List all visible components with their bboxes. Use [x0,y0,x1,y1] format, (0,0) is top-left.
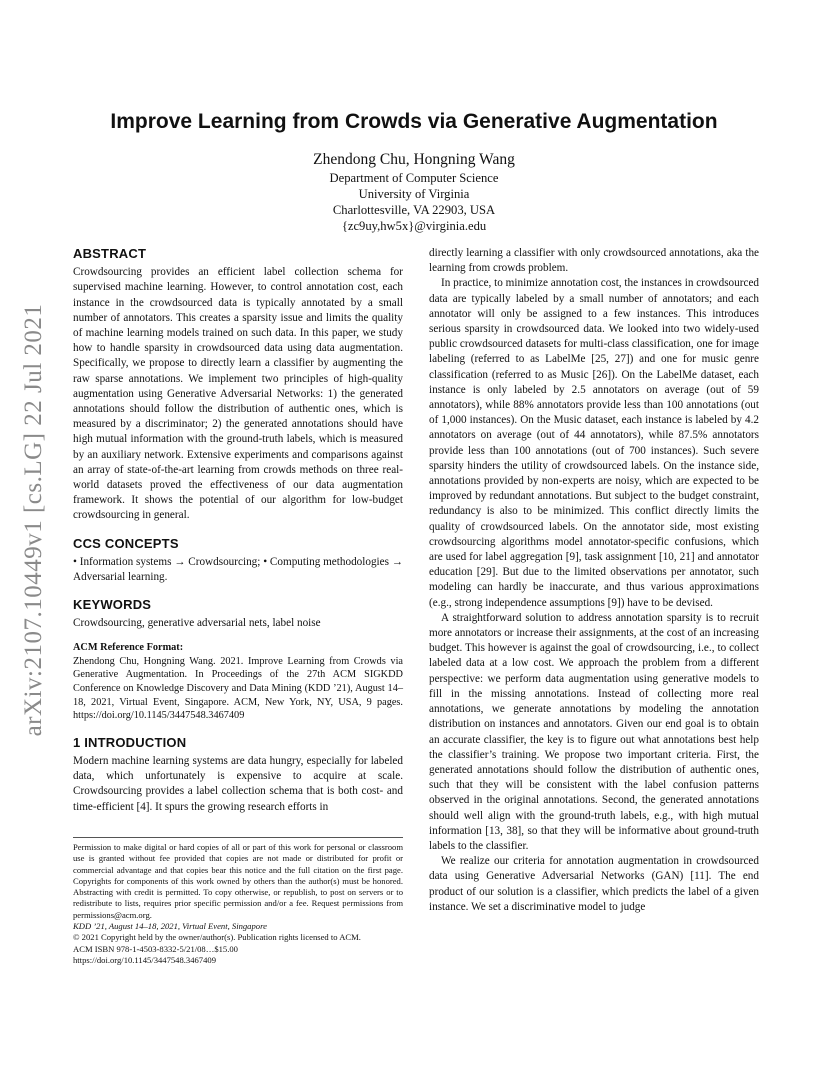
arxiv-identifier: arXiv:2107.10449v1 [cs.LG] 22 Jul 2021 [20,303,47,737]
copyright-line: © 2021 Copyright held by the owner/author(s). Publication rights licensed to ACM. [73,932,361,943]
left-column [73,246,403,815]
body-paragraph: directly learning a classifier with only crowdsourced annotations, aka the learning from crowds problem. [429,247,759,275]
intro-heading: 1 INTRODUCTION [73,734,187,750]
right-column [429,246,759,915]
ccs-text: • Information systems → Crowdsourcing; • Computing methodologies → Adversarial learning. [73,555,403,584]
intro-paragraph: Modern machine learning systems are data hungry, especially for labeled data, which unfortunately is expensive to acquire at scale. Crowdsourcing provides a label collection schema that is both cost- and time-efficient [4]. It spurs the growing research efforts in [73,755,403,813]
copyright-footnote [73,837,403,966]
abstract-heading: ABSTRACT [73,246,147,261]
affiliation-email: {zc9uy,hw5x}@virginia.edu [341,219,487,233]
affiliation-university: University of Virginia [358,187,470,201]
isbn-line: ACM ISBN 978-1-4503-8332-5/21/08…$15.00 [73,943,238,954]
keywords-text: Crowdsourcing, generative adversarial nets, label noise [73,617,321,630]
affiliation-address: Charlottesville, VA 22903, USA [332,203,496,217]
conference-line: KDD ’21, August 14–18, 2021, Virtual Event, Singapore [73,921,267,932]
reference-format-text: Zhendong Chu, Hongning Wang. 2021. Improve Learning from Crowds via Generative Augmentation. In Proceedings of the 27th ACM SIGKDD Conference on Knowledge Discovery and Data Mining (KDD ’21), August 14–18, 2021, Virtual Event, Singapore. ACM, New York, NY, USA, 9 pages. https://doi.org/10.1145/3447548.3467409 [73,655,403,722]
body-paragraph: In practice, to minimize annotation cost, the instances in crowdsourced data are typically labeled by a small number of annotators; and each annotator will only be assigned to a few instances. This introduces serious sparsity in crowdsourced data. We looked into two widely-used public crowdsourced datasets for multi-class classification, one for image labeling (referred to as LabelMe [25, 27]) and one for music genre classification (referred to as Music [26]). On the LabelMe dataset, each instance is only labeled by 2.5 annotators on average (out of 59 annotators), while 88% annotators provide less than 100 annotations (out of 1,000 instances). On the Music dataset, each instance is labeled by 4.2 annotators on average (out of 44 annotators), while 87.5% annotators provide less than 100 annotations (out of 700 instances). Such severe sparsity hinders the utility of crowdsourced labels. On the instance side, annotations provided by non-experts are noisy, which are expected to be improved by redundant annotations. But subject to the budget constraint, redundancy is also to be minimized. This conflict directly limits the quality of crowdsourced labels. On the annotator side, most existing crowdsourcing algorithms model annotator-specific confusions, which are used for label aggregation [9], task assignment [10, 21] and annotator education [29]. But due to the limited observations per annotator, such modeling can hardly be inaccurate, and thus various approximations (e.g., strong independence assumptions [9]) have to be devised. [429,277,759,609]
ccs-heading: CCS CONCEPTS [73,535,179,551]
abstract-text: Crowdsourcing provides an efficient label collection schema for supervised machine learning. However, to control annotation cost, each instance in the crowdsourced data is typically annotated by a small number of annotators. This creates a sparsity issue and limits the quality of machine learning models trained on such data. In this paper, we study how to handle sparsity in crowdsourced data using data augmentation. Specifically, we propose to directly learn a classifier by augmenting the raw sparse annotations. We implement two principles of high-quality augmentation using Generative Adversarial Networks: 1) the generated annotations should follow the distribution of authentic ones, which is measured by a discriminator; 2) the generated annotations should have high mutual information with the ground-truth labels, which is measured by an auxiliary network. Extensive experiments and comparisons against an array of state-of-the-art learning from crowds methods on three real-world datasets proved the effectiveness of our data augmentation framework. It shows the potential of our algorithm for low-budget crowdsourcing in general. [73,266,403,522]
reference-format-heading: ACM Reference Format: [73,641,184,653]
body-paragraph: We realize our criteria for annotation augmentation in crowdsourced data using Generative Adversarial Networks (GAN) [11]. The end product of our solution is a classifier, which predicts the label of a given instance. We set a discriminative model to judge [429,855,759,913]
doi-line: https://doi.org/10.1145/3447548.3467409 [73,954,216,965]
keywords-heading: KEYWORDS [73,597,152,613]
affiliation-block [200,170,628,234]
arxiv-sidebar [16,300,52,740]
paper-title: Improve Learning from Crowds via Generative Augmentation [110,110,718,133]
paper-authors: Zhendong Chu, Hongning Wang [313,151,515,168]
permission-notice: Permission to make digital or hard copies of all or part of this work for personal or classroom use is granted without fee provided that copies are not made or distributed for profit or commercial advantage and that copies bear this notice and the full citation on the first page. Copyrights for components of this work owned by others than the author(s) must be honored. Abstracting with credit is permitted. To copy otherwise, or republish, to post on servers or to redistribute to lists, requires prior specific permission and/or a fee. Request permissions from permissions@acm.org. [73,842,403,920]
body-paragraph: A straightforward solution to address annotation sparsity is to recruit more annotators or increase their assignments, at the cost of an increasing budget. This however is against the goal of crowdsourcing, i.e., to collect labeled data at a low cost. We approach the problem from a different perspective: we perform data augmentation using generative models to fill in the missing annotations. Instead of collecting more real annotations, we generate annotations by modeling the annotation distribution on instances and annotators. Given our end goal is to obtain an accurate classifier, the key is to figure out what annotations best help the classifier’s training. We propose two important criteria. First, the generated annotations should follow the distribution of authentic ones, such that they will be consistent with the label confusion patterns observed in the original annotations. Second, the generated annotations should well align with the ground-truth labels, e.g., with high mutual information [13, 38], so that they will be informative about ground-truth labels to the classifier. [429,611,759,852]
affiliation-department: Department of Computer Science [329,171,499,185]
